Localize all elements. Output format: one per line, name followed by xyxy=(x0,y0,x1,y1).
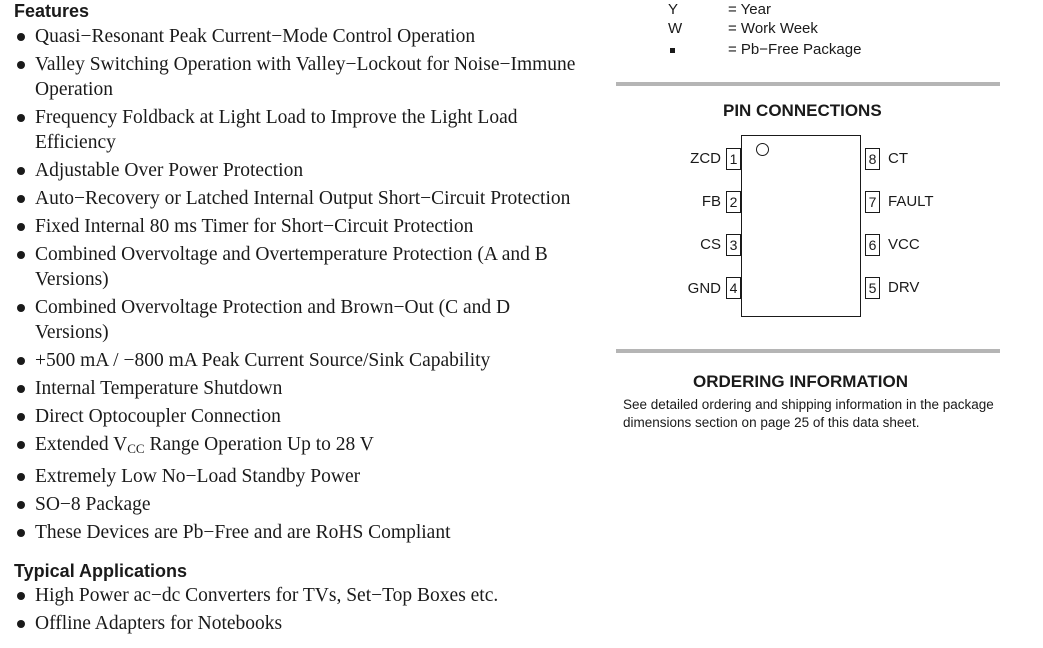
applications-list xyxy=(14,583,498,639)
bullet-icon xyxy=(17,620,25,628)
list-item: Direct Optocoupler Connection xyxy=(14,404,575,429)
list-item: Frequency Foldback at Light Load to Improve the Light Load Efficiency xyxy=(14,105,575,155)
bullet-icon xyxy=(17,167,25,175)
pin-label: GND xyxy=(687,280,721,297)
bullet-icon xyxy=(17,529,25,537)
pin-number: 2 xyxy=(726,191,741,213)
pin-label: FB xyxy=(701,193,721,210)
list-item: Quasi−Resonant Peak Current−Mode Control Operation xyxy=(14,24,575,49)
bullet-icon xyxy=(17,413,25,421)
divider xyxy=(616,349,1000,353)
pin-label: VCC xyxy=(888,236,920,253)
list-item: Combined Overvoltage Protection and Brown−Out (C and D Versions) xyxy=(14,295,575,345)
bullet-icon xyxy=(17,357,25,365)
bullet-icon xyxy=(17,195,25,203)
pin-number: 4 xyxy=(726,277,741,299)
bullet-icon xyxy=(17,441,25,449)
bullet-icon xyxy=(17,385,25,393)
ordering-information-text: See detailed ordering and shipping information in the package dimensions section on page 25 of this data sheet. xyxy=(623,397,994,430)
list-item: Internal Temperature Shutdown xyxy=(14,376,575,401)
list-item: Auto−Recovery or Latched Internal Output Short−Circuit Protection xyxy=(14,186,575,211)
features-heading: Features xyxy=(14,1,90,21)
pin-number: 1 xyxy=(726,148,741,170)
pin-label: DRV xyxy=(888,279,920,296)
pin1-marker-icon xyxy=(756,143,769,156)
bullet-icon xyxy=(17,501,25,509)
features-list xyxy=(14,24,575,548)
list-item: Extremely Low No−Load Standby Power xyxy=(14,464,575,489)
list-item: These Devices are Pb−Free and are RoHS Compliant xyxy=(14,520,575,545)
list-item: High Power ac−dc Converters for TVs, Set−Top Boxes etc. xyxy=(14,583,498,608)
list-item: Valley Switching Operation with Valley−Lockout for Noise−Immune Operation xyxy=(14,52,575,102)
list-item: Extended $V_{CC}$ Range Operation Up to 28 V xyxy=(14,432,575,461)
pb-free-square-icon xyxy=(668,40,688,60)
bullet-icon xyxy=(17,473,25,481)
pin-label: CT xyxy=(888,150,908,167)
list-item: SO−8 Package xyxy=(14,492,575,517)
pin-number: 8 xyxy=(865,148,880,170)
bullet-icon xyxy=(17,61,25,69)
ordering-information-heading: ORDERING INFORMATION xyxy=(693,372,909,391)
list-item: Fixed Internal 80 ms Timer for Short−Circuit Protection xyxy=(14,214,575,239)
list-item: +500 mA / −800 mA Peak Current Source/Sink Capability xyxy=(14,348,575,373)
bullet-icon xyxy=(17,592,25,600)
pin-number: 5 xyxy=(865,277,880,299)
bullet-icon xyxy=(17,223,25,231)
bullet-icon xyxy=(17,33,25,41)
bullet-icon xyxy=(17,304,25,312)
applications-heading: Typical Applications xyxy=(14,561,188,581)
pin-connections-heading: PIN CONNECTIONS xyxy=(723,101,882,120)
bullet-icon xyxy=(17,114,25,122)
ic-package-body xyxy=(741,135,861,317)
list-item: Offline Adapters for Notebooks xyxy=(14,611,498,636)
divider xyxy=(616,82,1000,86)
pin-number: 3 xyxy=(726,234,741,256)
pin-label: ZCD xyxy=(690,150,721,167)
pin-label: CS xyxy=(700,236,721,253)
bullet-icon xyxy=(17,251,25,259)
pin-number: 7 xyxy=(865,191,880,213)
list-item: Combined Overvoltage and Overtemperature Protection (A and B Versions) xyxy=(14,242,575,292)
pin-label: FAULT xyxy=(888,193,934,210)
pin-number: 6 xyxy=(865,234,880,256)
list-item: Adjustable Over Power Protection xyxy=(14,158,575,183)
